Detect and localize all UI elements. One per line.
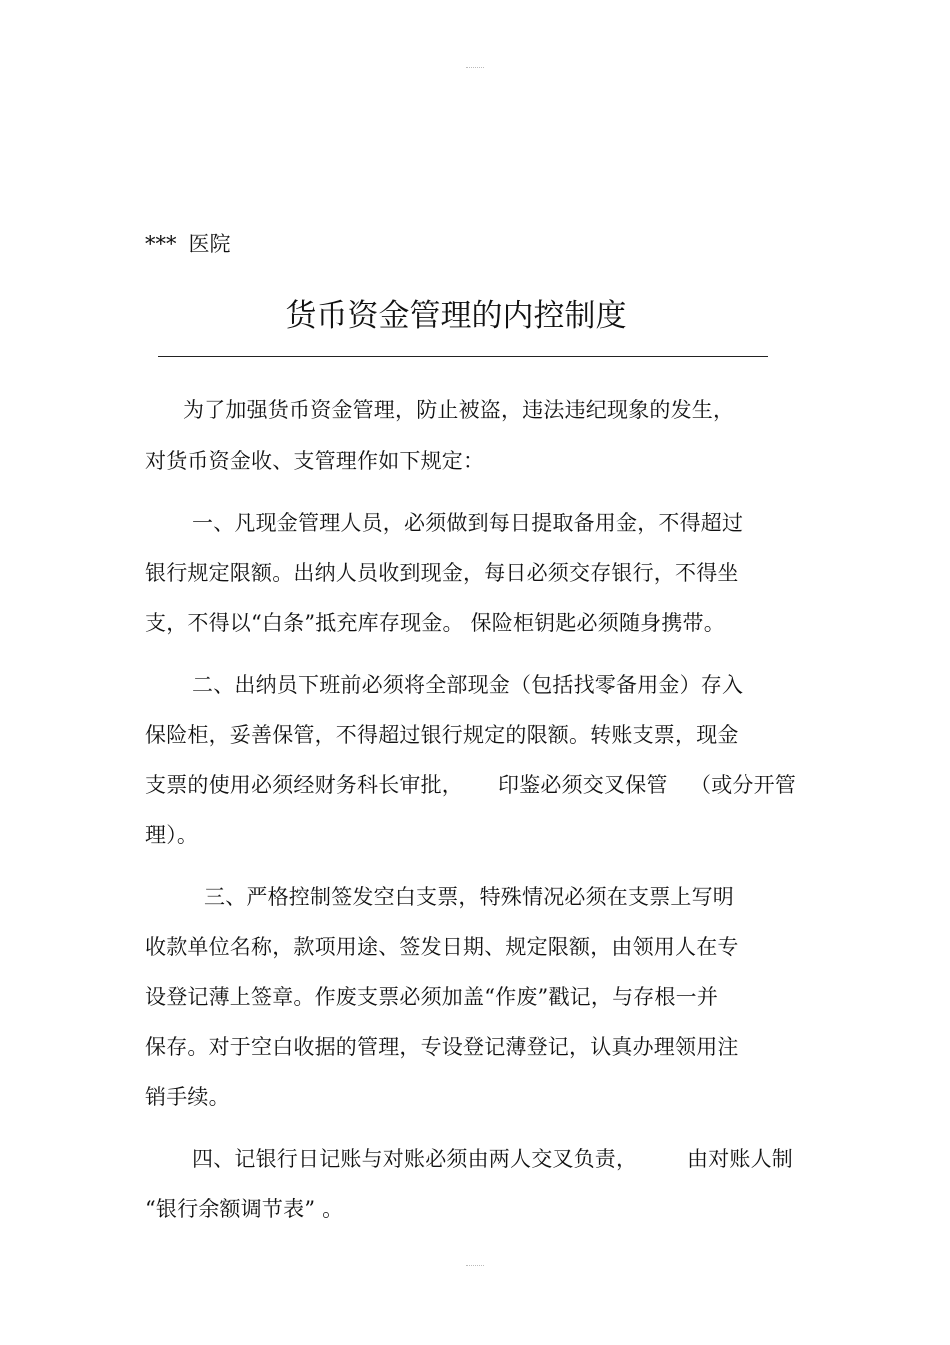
section3-line: 保存。对于空白收据的管理，专设登记薄登记，认真办理领用注 [145,1035,739,1059]
section1-line: 银行规定限额。出纳人员收到现金，每日必须交存银行，不得坐 [145,561,739,585]
title-rule [158,356,768,357]
section2-line: （或分开管 [690,773,796,797]
organization-line [145,228,231,260]
section2-line: 支票的使用必须经财务科长审批， [145,773,463,797]
intro-line: 为了加强货币资金管理，防止被盗，违法违纪现象的发生， [183,398,735,422]
section4-line: 由对账人制 [687,1147,793,1171]
organization-name: 医院 [188,232,231,256]
intro-line: 对货币资金收、支管理作如下规定： [145,449,485,473]
section2-line: 二、出纳员下班前必须将全部现金（包括找零备用金）存入 [192,673,744,697]
section1-line: 一、凡现金管理人员，必须做到每日提取备用金，不得超过 [192,511,744,535]
section4-line: “银行余额调节表” 。 [145,1197,344,1221]
section2-line: 理）。 [145,823,199,847]
section3-line: 三、严格控制签发空白支票，特殊情况必须在支票上写明 [204,885,734,909]
document-title: 货币资金管理的内控制度 [285,298,627,334]
section3-line: 设登记薄上签章。作废支票必须加盖“作废”戳记，与存根一并 [145,985,719,1009]
header-mark [466,67,484,68]
organization-stars: *** [145,232,177,256]
section2-line: 保险柜，妥善保管，不得超过银行规定的限额。转账支票，现金 [145,723,739,747]
section3-line: 销手续。 [145,1085,230,1109]
section2-line: 印鉴必须交叉保管 [498,773,668,797]
section1-line: 支，不得以“白条”抵充库存现金。 保险柜钥匙必须随身携带。 [145,611,725,635]
section3-line: 收款单位名称，款项用途、签发日期、规定限额，由领用人在专 [145,935,739,959]
footer-mark [466,1265,484,1266]
section4-line: 四、记银行日记账与对账必须由两人交叉负责， [192,1147,638,1171]
